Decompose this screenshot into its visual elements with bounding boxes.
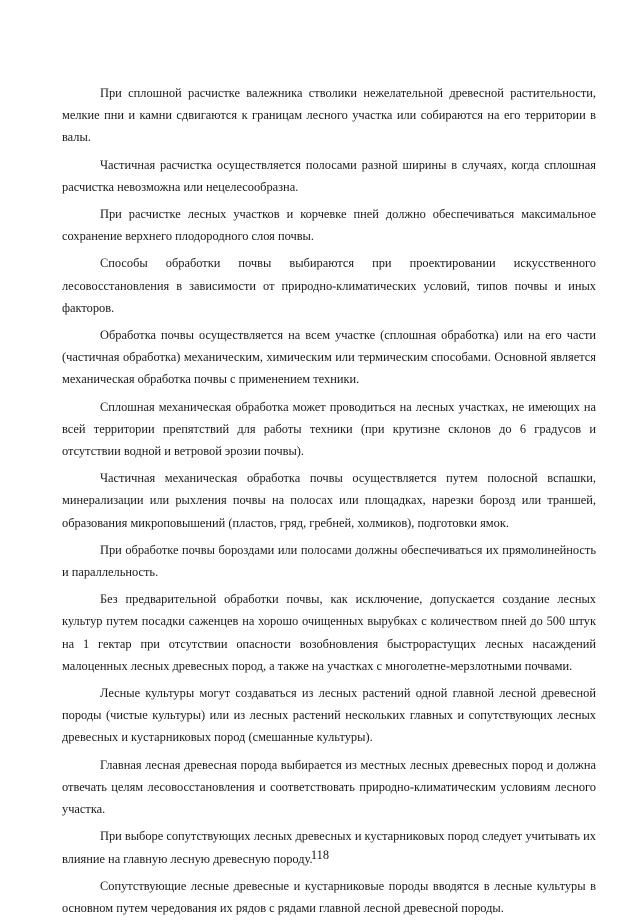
paragraph: Лесные культуры могут создаваться из лесных растений одной главной лесной древесной породы (чистые культуры) или из лесных растений нескольких главных и сопутствующих лесных древесных и кустарниковых пород (смешанные культуры). xyxy=(62,686,596,745)
document-body xyxy=(62,82,596,924)
paragraph: Главная лесная древесная порода выбирается из местных лесных древесных пород и должна отвечать целям лесовосстановления и соответствовать природно-климатическим условиям лесного участка. xyxy=(62,757,596,817)
paragraph: Частичная механическая обработка почвы осуществляется путем полосной вспашки, минерализации или рыхления почвы на полосах или площадках, нарезки борозд или траншей, образования микроповышений (пластов, гряд, гребней, холмиков), подготовки ямок. xyxy=(62,471,596,530)
paragraph: При расчистке лесных участков и корчевке пней должно обеспечиваться максимальное сохранение верхнего плодородного слоя почвы. xyxy=(62,207,596,244)
paragraph: При сплошной расчистке валежника стволики нежелательной древесной растительности, мелкие пни и камни сдвигаются к границам лесного участка или собираются на его территории в валы. xyxy=(62,86,596,145)
paragraph: Без предварительной обработки почвы, как исключение, допускается создание лесных культур путем посадки саженцев на хорошо очищенных вырубках с количеством пней до 500 штук на 1 гектар при отсутствии опасности возобновления быстрорастущих лесных насаждений малоценных лесных древесных пород, а также на участках с многолетне-мерзлотными почвами. xyxy=(62,592,596,673)
paragraph: При обработке почвы бороздами или полосами должны обеспечиваться их прямолинейность и параллельность. xyxy=(62,542,596,580)
paragraph: При выборе сопутствующих лесных древесных и кустарниковых пород следует учитывать их влияние на главную лесную древесную породу. xyxy=(62,829,596,866)
paragraph: Частичная расчистка осуществляется полосами разной ширины в случаях, когда сплошная расчистка невозможна или нецелесообразна. xyxy=(62,157,596,194)
paragraph: Обработка почвы осуществляется на всем участке (сплошная обработка) или на его части (частичная обработка) механическим, химическим или термическим способами. Основной является механическая обработка почвы с применением техники. xyxy=(62,328,596,387)
page-number: 118 xyxy=(310,848,330,862)
paragraph: Способы обработки почвы выбираются при проектировании искусственного лесовосстановления в зависимости от природно-климатических условий, типов почвы и иных факторов. xyxy=(62,256,596,315)
paragraph: Сплошная механическая обработка может проводиться на лесных участках, не имеющих на всей территории препятствий для работы техники (при крутизне склонов до 6 градусов и отсутствии водной и ветровой эрозии почвы). xyxy=(62,399,596,459)
paragraph: Сопутствующие лесные древесные и кустарниковые породы вводятся в лесные культуры в основном путем чередования их рядов с рядами главной лесной древесной породы. xyxy=(62,878,596,915)
